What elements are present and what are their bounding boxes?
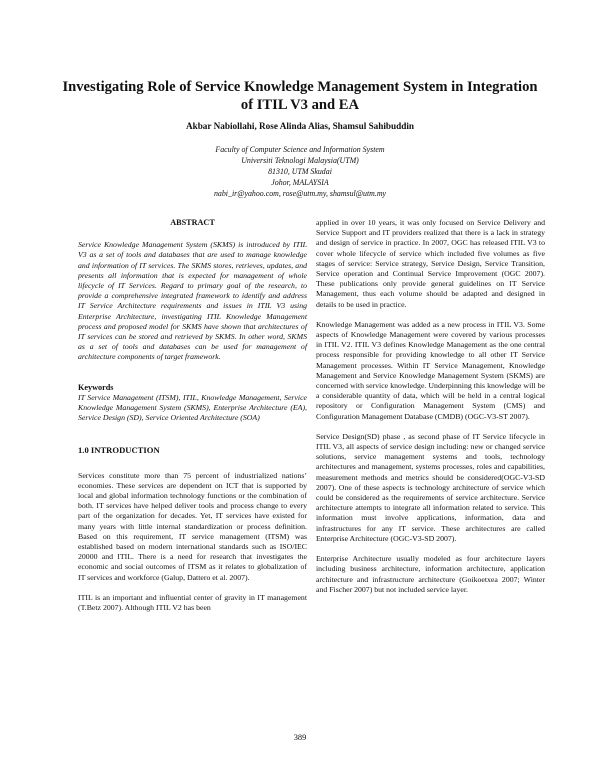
right-column (316, 218, 545, 595)
abstract-heading: ABSTRACT (170, 218, 215, 227)
introduction-paragraph-2: ITIL is an important and influential center of gravity in IT management (T.Betz 2007). Although ITIL V2 has been (78, 592, 307, 613)
affiliation-postcode: 81310, UTM Skudai (268, 166, 332, 176)
introduction-heading: 1.0 INTRODUCTION (78, 445, 160, 456)
affiliation-block (60, 145, 540, 200)
left-column (78, 218, 307, 613)
affiliation-state: Johor, MALAYSIA (271, 177, 329, 187)
right-paragraph-3: Service Design(SD) phase , as second phase of IT Service lifecycle in ITIL V3, all aspects of service design including: new or changed service solutions, service management systems and tools, technology architectures and management, systems processes, roles and capabilities, measurement methods and metrics should be considered(OGC-V3-SD 2007). One of these aspects is technology architecture of service which could be considered as the requirements of service architecture. Service architecture attempts to integrate all information related to service. This information must involve applications, information, data and infrastructures for any IT service. These architectures are called Enterprise Architecture (OGC-V3-SD 2007). (316, 431, 545, 543)
keywords-heading: Keywords (78, 382, 114, 392)
affiliation-emails: nabi_ir@yahoo.com, rose@utm.my, shamsul@utm.my (213, 188, 387, 198)
right-paragraph-4: Enterprise Architecture usually modeled as four architecture layers including business architecture, information architecture, application architecture and infrastructure architecture (Goikoetxea 2007; Winter and Fischer 2007) but not included service layer. (316, 554, 545, 594)
introduction-paragraph-1: Services constitute more than 75 percent of industrialized nations’ economies. These services are dependent on ICT that is supported by local and global information technology functions or the combination of both. IT services have helped deliver tools and process change to every part of the organization for decades. Yet, IT services have existed for many years with little internal standardization or process definition. Based on this requirement, IT service management (ITSM) was established based on modern international standards such as ISO/IEC 20000 and ITIL. There is a need for research that investigates the economic and social outcomes of ITSM as it relates to globalization of IT services and workforce (Galup, Dattero et al. 2007). (78, 470, 307, 582)
paper-title: Investigating Role of Service Knowledge Management System in Integration of ITIL V3 and EA (62, 79, 538, 113)
affiliation-university: Universiti Teknologi Malaysia(UTM) (241, 155, 359, 165)
right-paragraph-2: Knowledge Management was added as a new process in ITIL V3. Some aspects of Knowledge Management were covered by various processes in ITIL V2. ITIL V3 defines Knowledge Management as the one central process responsible for providing knowledge to all other IT Service Management processes. Within IT Service Management, Knowledge Management and Service Knowledge Management System (SKMS) are concerned with service knowledge. Underpinning this knowledge will be a considerable quantity of data, which will be held in a central logical repository or Configuration Management System (CMS) and Configuration Management Database (CMDB) (OGC-V3-ST 2007). (316, 319, 545, 421)
right-paragraph-1: applied in over 10 years, it was only focused on Service Delivery and Service Support and IT providers realized that there is a lack in strategy and design of service in practice. In 2007, OGC has released ITIL V3 to cover whole lifecycle of service which included five volumes as five stages of service: Service strategy, Service Design, Service Transition, Service operation and Continual Service Improvement (OGC 2007). These publications only provide general guidelines on IT Service Management, thus each volume should be adapted and designed in details to be used in practice. (316, 218, 545, 309)
author-list: Akbar Nabiollahi, Rose Alinda Alias, Shamsul Sahibuddin (185, 121, 415, 131)
keywords-text: IT Service Management (ITSM), ITIL, Knowledge Management, Service Knowledge Management System (SKMS), Enterprise Architecture (EA), Service Design (SD), Service Oriented Architecture (SOA) (78, 392, 307, 423)
page-number: 389 (293, 733, 307, 742)
affiliation-faculty: Faculty of Computer Science and Information System (215, 145, 385, 154)
abstract-text: Service Knowledge Management System (SKMS) is introduced by ITIL V3 as a set of tools and databases that are used to manage knowledge and information of IT services. The SKMS stores, retrieves, updates, and presents all information that is expected for management of whole lifecycle of IT Services. Regard to primary goal of the research, to provide a comprehensive integrated framework to identify and address IT Service Architecture requirements and issues in ITIL V3 using Enterprise Architecture, investigating ITIL Knowledge Management process and proposed model for SKMS have shown that architectures of IT services can be stored and retrieved by SKMS. In other word, SKMS as a set of tools and databases can be used for management of architecture components of target framework. (78, 240, 307, 362)
